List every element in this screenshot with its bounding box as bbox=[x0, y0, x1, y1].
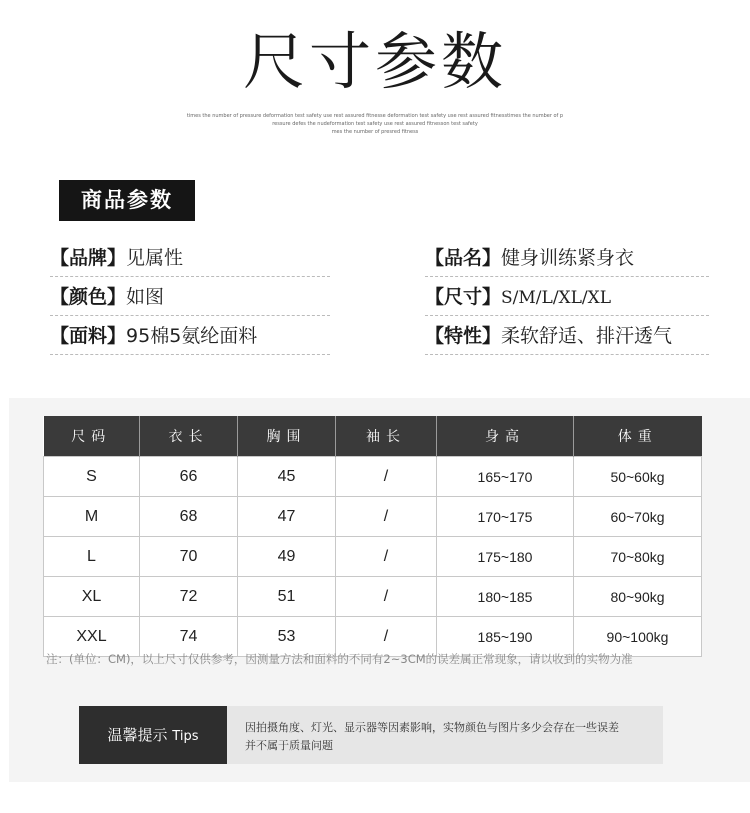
col-header-sleeve: 袖长 bbox=[336, 416, 437, 457]
cell-chest: 47 bbox=[238, 497, 336, 537]
tips-line-2: 并不属于质量问题 bbox=[245, 739, 333, 752]
cell-sleeve: / bbox=[336, 497, 437, 537]
tips-content bbox=[227, 706, 663, 764]
col-header-height: 身高 bbox=[437, 416, 574, 457]
cell-chest: 49 bbox=[238, 537, 336, 577]
cell-height: 165~170 bbox=[437, 457, 574, 497]
cell-height: 180~185 bbox=[437, 577, 574, 617]
cell-weight: 50~60kg bbox=[574, 457, 702, 497]
cell-weight: 90~100kg bbox=[574, 617, 702, 657]
cell-sleeve: / bbox=[336, 537, 437, 577]
attr-product-name bbox=[425, 240, 709, 277]
cell-length: 74 bbox=[140, 617, 238, 657]
attr-key: 【品牌】 bbox=[50, 247, 127, 269]
product-params-label: 商品参数 bbox=[59, 180, 195, 221]
attr-key: 【颜色】 bbox=[50, 286, 127, 308]
size-table bbox=[43, 416, 702, 657]
cell-chest: 45 bbox=[238, 457, 336, 497]
cell-size: XXL bbox=[44, 617, 140, 657]
size-note: 注：(单位：CM)，以上尺寸仅供参考，因测量方法和面料的不同有2~3CM的误差属正常现象，请以收到的实物为准 bbox=[46, 652, 633, 666]
cell-length: 66 bbox=[140, 457, 238, 497]
cell-chest: 53 bbox=[238, 617, 336, 657]
cell-weight: 80~90kg bbox=[574, 577, 702, 617]
tips-line-1: 因拍摄角度、灯光、显示器等因素影响，实物颜色与图片多少会存在一些误差 bbox=[245, 721, 619, 734]
attr-key: 【品名】 bbox=[425, 247, 502, 269]
tagline-line-2: ressure defes the nudeformation test safety use rest assured fitnesson test safety bbox=[272, 121, 478, 127]
col-header-size: 尺码 bbox=[44, 416, 140, 457]
cell-chest: 51 bbox=[238, 577, 336, 617]
cell-size: S bbox=[44, 457, 140, 497]
table-row bbox=[44, 457, 702, 497]
table-row bbox=[44, 497, 702, 537]
cell-length: 68 bbox=[140, 497, 238, 537]
col-header-length: 衣长 bbox=[140, 416, 238, 457]
table-row bbox=[44, 537, 702, 577]
cell-length: 72 bbox=[140, 577, 238, 617]
tagline-line-3: mes the number of presred fitness bbox=[331, 129, 419, 135]
attr-value: S/M/L/XL/XL bbox=[501, 288, 612, 308]
cell-sleeve: / bbox=[336, 457, 437, 497]
cell-length: 70 bbox=[140, 537, 238, 577]
attr-color bbox=[50, 279, 330, 316]
cell-sleeve: / bbox=[336, 617, 437, 657]
table-row bbox=[44, 577, 702, 617]
cell-size: XL bbox=[44, 577, 140, 617]
attr-key: 【面料】 bbox=[50, 325, 127, 347]
cell-size: L bbox=[44, 537, 140, 577]
col-header-weight: 体重 bbox=[574, 416, 702, 457]
cell-weight: 60~70kg bbox=[574, 497, 702, 537]
page-title: 尺寸参数 bbox=[242, 25, 507, 98]
attr-key: 【特性】 bbox=[425, 325, 502, 347]
attr-value: 柔软舒适、排汗透气 bbox=[501, 325, 673, 347]
cell-sleeve: / bbox=[336, 577, 437, 617]
attr-value: 见属性 bbox=[126, 247, 184, 269]
cell-size: M bbox=[44, 497, 140, 537]
table-header-row bbox=[44, 416, 702, 457]
attr-value: 如图 bbox=[126, 286, 165, 308]
cell-weight: 70~80kg bbox=[574, 537, 702, 577]
tagline-line-1: times the number of pressure deformation test safety use rest assured fitnesse deformation test safety use rest assured fitnesstimes the number of p bbox=[186, 113, 564, 119]
attr-size bbox=[425, 279, 709, 316]
attr-key: 【尺寸】 bbox=[425, 286, 502, 308]
cell-height: 185~190 bbox=[437, 617, 574, 657]
tips-label bbox=[79, 706, 227, 764]
tips-label-cn: 温馨提示 bbox=[107, 726, 168, 744]
col-header-chest: 胸围 bbox=[238, 416, 336, 457]
tips-label-en: Tips bbox=[172, 729, 199, 744]
attr-value: 95棉5氨纶面料 bbox=[126, 325, 258, 347]
attr-feature bbox=[425, 318, 709, 355]
attr-brand bbox=[50, 240, 330, 277]
cell-height: 170~175 bbox=[437, 497, 574, 537]
cell-height: 175~180 bbox=[437, 537, 574, 577]
attr-value: 健身训练紧身衣 bbox=[501, 247, 635, 269]
attr-fabric bbox=[50, 318, 330, 355]
